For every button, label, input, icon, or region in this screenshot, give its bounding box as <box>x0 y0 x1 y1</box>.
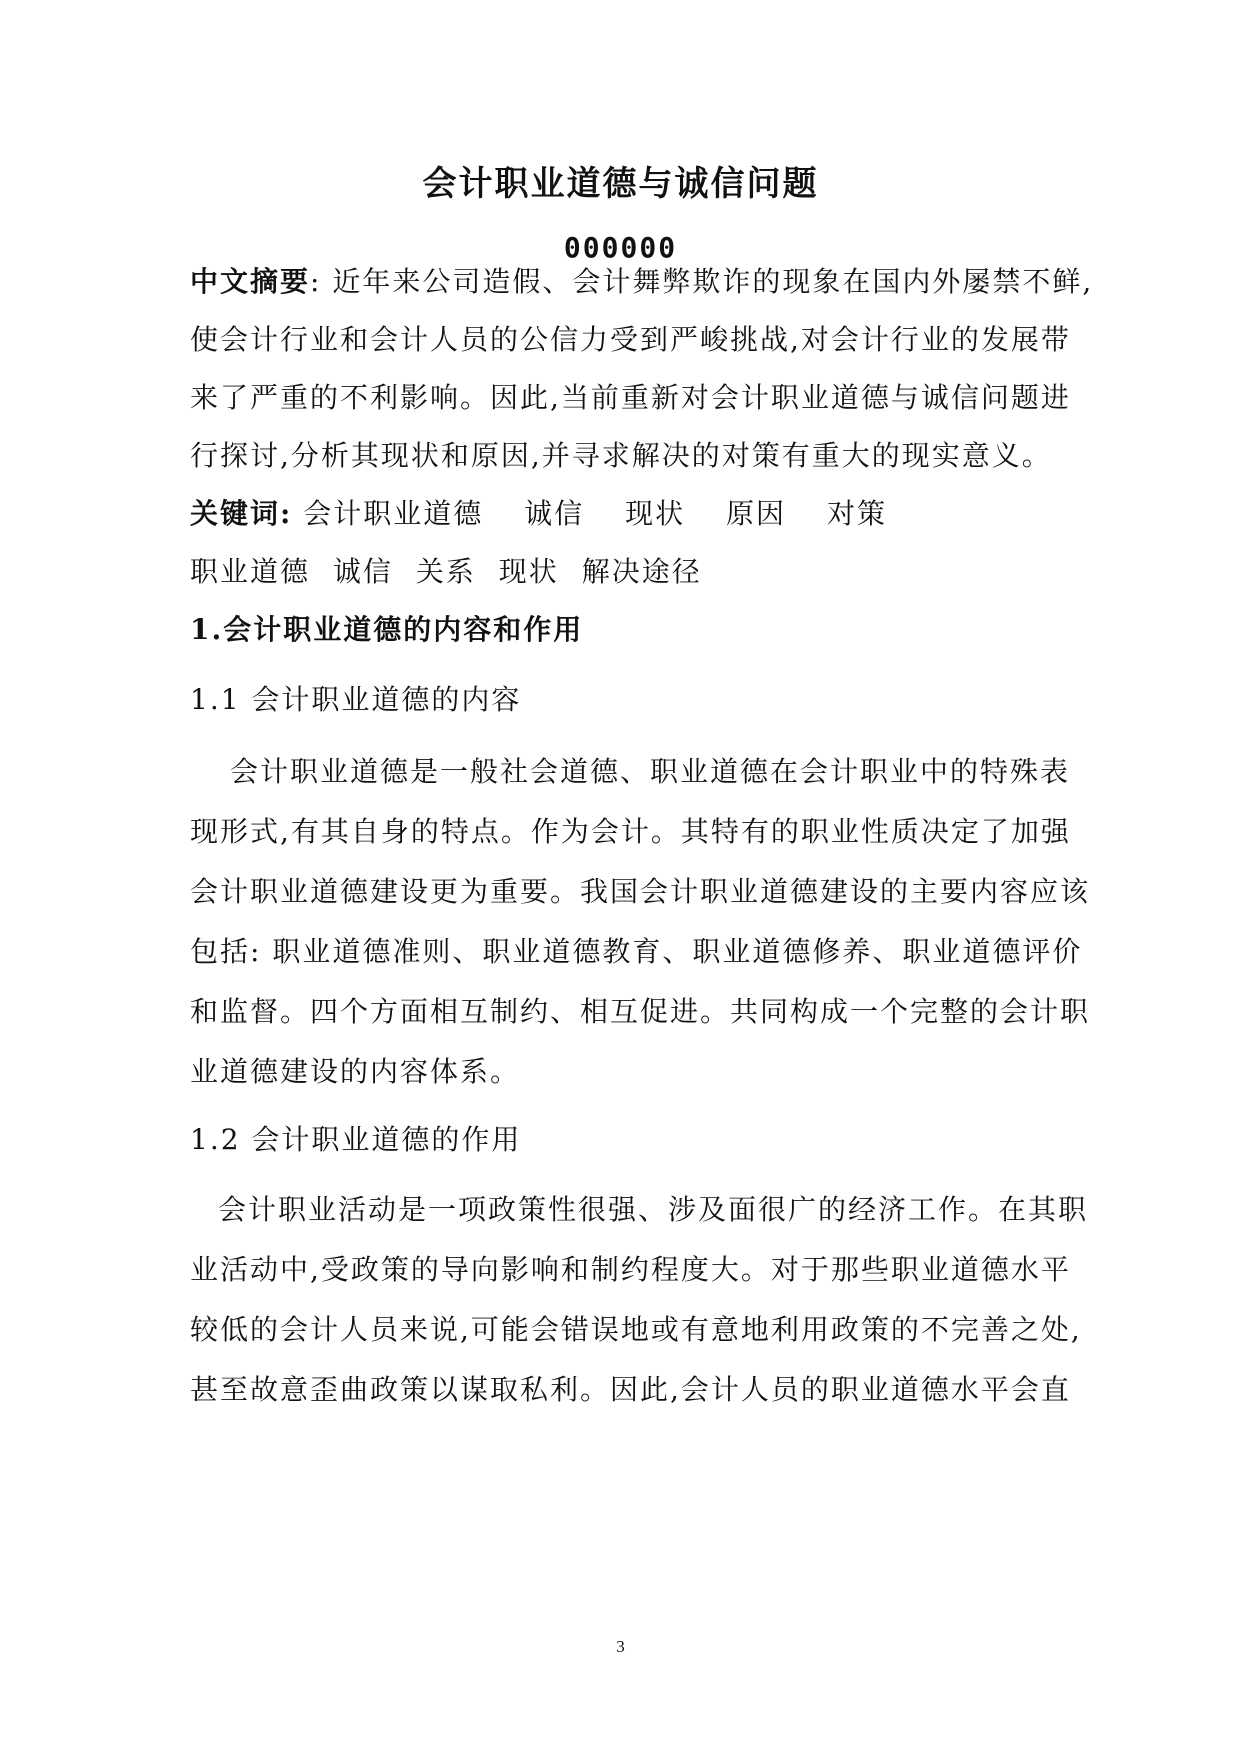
secondary-keyword: 解决途径 <box>581 555 702 588</box>
keywords-line <box>190 494 1070 534</box>
paragraph-line: 业道德建设的内容体系。 <box>190 1055 521 1088</box>
abstract-text-1: : 近年来公司造假、会计舞弊欺诈的现象在国内外屡禁不鲜, <box>310 265 1094 298</box>
paragraph-line: 包括: 职业道德准则、职业道德教育、职业道德修养、职业道德评价 <box>190 935 1083 968</box>
abstract-line-3: 来了严重的不利影响。因此,当前重新对会计职业道德与诚信问题进 <box>190 381 1071 414</box>
paragraph-line: 业活动中,受政策的导向影响和制约程度大。对于那些职业道德水平 <box>190 1253 1071 1286</box>
keyword-term: 诚信 <box>524 497 585 530</box>
paragraph-line: 现形式,有其自身的特点。作为会计。其特有的职业性质决定了加强 <box>190 815 1071 848</box>
paragraph-line: 和监督。四个方面相互制约、相互促进。共同构成一个完整的会计职 <box>190 995 1091 1028</box>
abstract-line-2: 使会计行业和会计人员的公信力受到严峻挑战,对会计行业的发展带 <box>190 323 1071 356</box>
paragraph-line: 会计职业活动是一项政策性很强、涉及面很广的经济工作。在其职 <box>218 1193 1089 1226</box>
secondary-keyword: 关系 <box>415 555 476 588</box>
paragraph-line: 会计职业道德是一般社会道德、职业道德在会计职业中的特殊表 <box>230 755 1071 788</box>
document-title: 会计职业道德与诚信问题 <box>422 164 819 204</box>
abstract-line-4: 行探讨,分析其现状和原因,并寻求解决的对策有重大的现实意义。 <box>190 439 1052 472</box>
keyword-term: 会计职业道德 <box>303 497 484 530</box>
page-number: 3 <box>616 1637 625 1656</box>
keyword-term: 现状 <box>625 497 686 530</box>
keyword-term: 对策 <box>826 497 887 530</box>
paragraph-line: 甚至故意歪曲政策以谋取私利。因此,会计人员的职业道德水平会直 <box>190 1373 1071 1406</box>
paragraph-line: 会计职业道德建设更为重要。我国会计职业道德建设的主要内容应该 <box>190 875 1091 908</box>
section-heading: 1.会计职业道德的内容和作用 <box>190 613 584 646</box>
abstract-label: 中文摘要 <box>190 265 311 298</box>
secondary-keyword: 诚信 <box>332 555 393 588</box>
keywords-label: 关键词: <box>190 497 293 530</box>
secondary-keywords-line <box>190 552 1070 592</box>
subsection-heading: 1.1 会计职业道德的内容 <box>190 683 522 716</box>
author-id: 000000 <box>563 231 678 264</box>
secondary-keyword: 职业道德 <box>190 555 311 588</box>
secondary-keyword: 现状 <box>498 555 559 588</box>
keyword-term: 原因 <box>726 497 787 530</box>
subsection-heading: 1.2 会计职业道德的作用 <box>190 1123 522 1156</box>
abstract-line-1 <box>190 262 1094 302</box>
paragraph-line: 较低的会计人员来说,可能会错误地或有意地利用政策的不完善之处, <box>190 1313 1082 1346</box>
